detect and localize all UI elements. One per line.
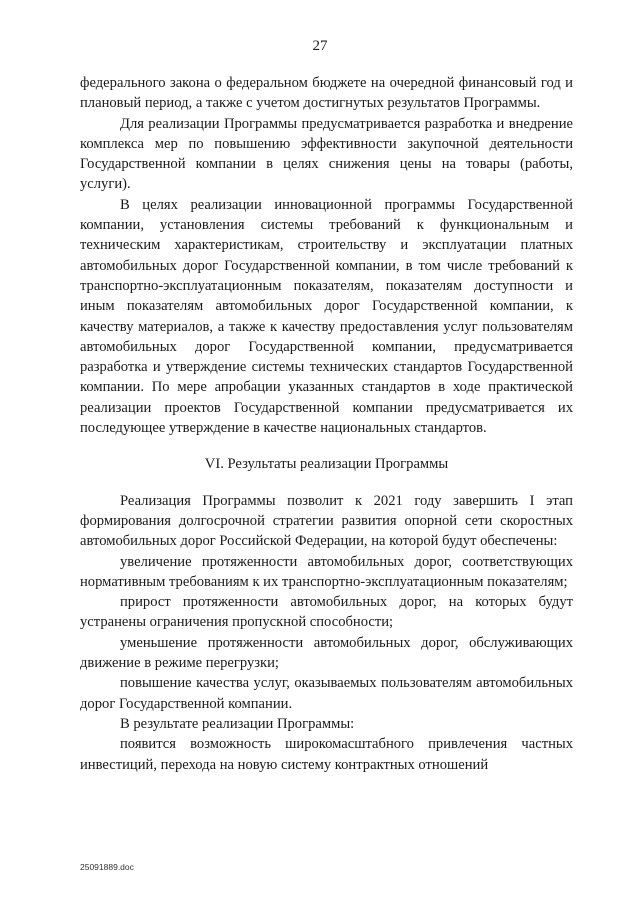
- list-item-overload-reduction: уменьшение протяженности автомобильных дорог, обслуживающих движение в режиме перегрузки;: [80, 634, 573, 672]
- document-body: [80, 73, 573, 775]
- paragraph-results-intro: Реализация Программы позволит к 2021 году завершить I этап формирования долгосрочной стратегии развития опорной сети скоростных автомобильных дорог Российской Федерации, на которой будут обеспечены:: [80, 492, 573, 550]
- paragraph-innovation-standards: В целях реализации инновационной программы Государственной компании, установления системы требований к функциональным и техническим характеристикам, строительству и эксплуатации платных автомобильных дорог Государственной компании, в том числе требований к транспортно-эксплуатационным показателям, показателям доступности и иным показателям автомобильных дорог Государственной компании, к качеству материалов, а также к качеству предоставления услуг пользователям автомобильных дорог Государственной компании, предусматривается разработка и утверждение системы технических стандартов Государственной компании. По мере апробации указанных стандартов в ходе практической реализации проектов Государственной компании предусматривается их последующее утверждение в качестве национальных стандартов.: [80, 196, 573, 437]
- paragraph-procurement: Для реализации Программы предусматривается разработка и внедрение комплекса мер по повышению эффективности закупочной деятельности Государственной компании в целях снижения цены на товары (работы, услуги).: [80, 115, 573, 193]
- list-item-capacity-growth: прирост протяженности автомобильных дорог, на которых будут устранены ограничения пропускной способности;: [80, 594, 573, 631]
- paragraph-program-outcome: В результате реализации Программы:: [120, 715, 355, 732]
- list-item-road-length-increase: увеличение протяженности автомобильных дорог, соответствующих нормативным требованиям к их транспортно-эксплуатационным показателям;: [80, 553, 573, 590]
- list-item-service-quality: повышение качества услуг, оказываемых пользователям автомобильных дорог Государственной компании.: [80, 675, 573, 712]
- list-item-private-investment: появится возможность широкомасштабного привлечения частных инвестиций, перехода на новую систему контрактных отношений: [80, 736, 573, 773]
- page-number: 27: [312, 38, 328, 54]
- section-heading: VI. Результаты реализации Программы: [204, 456, 449, 473]
- paragraph-continuation: федерального закона о федеральном бюджете на очередной финансовый год и плановый период, а также с учетом достигнутых результатов Программы.: [80, 75, 573, 112]
- document-code: 25091889.doc: [80, 862, 134, 872]
